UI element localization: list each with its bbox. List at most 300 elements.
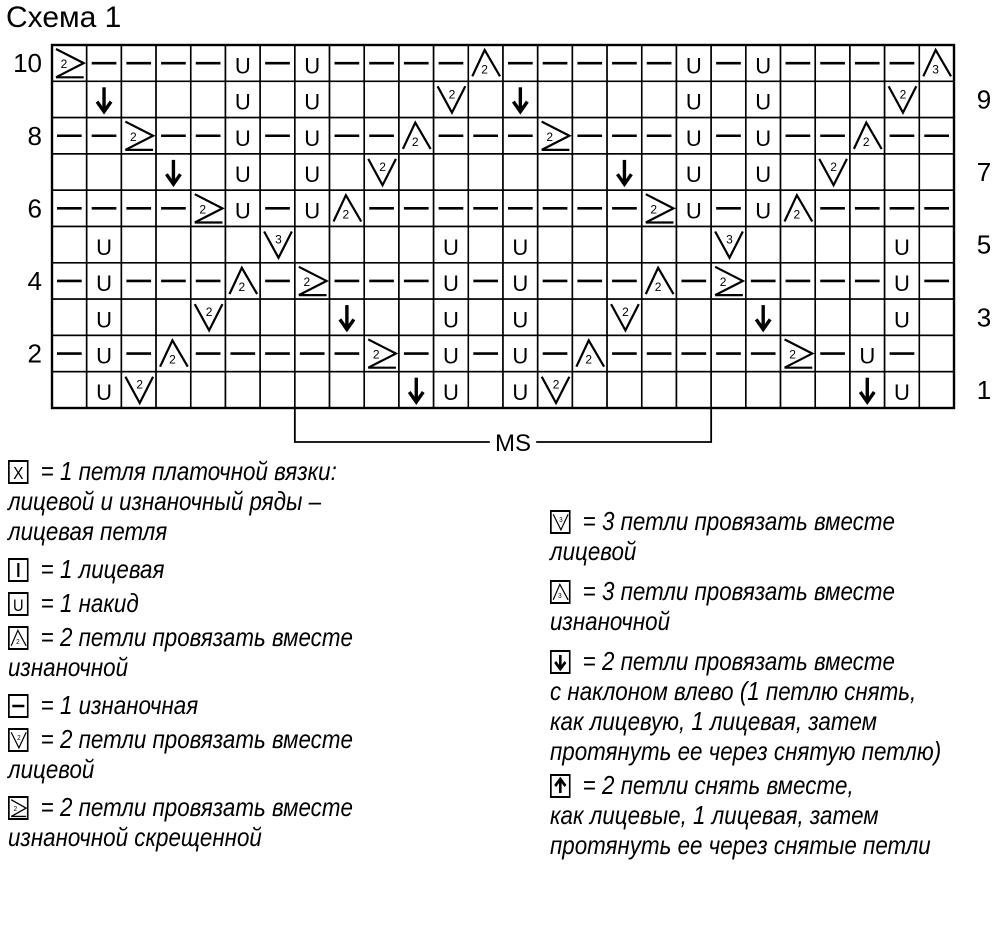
legend-s2kp-text-2: как лицевые, 1 лицевая, затем xyxy=(550,800,879,830)
chart-cell xyxy=(503,190,538,226)
chart-cell xyxy=(399,372,434,408)
legend-ssk xyxy=(550,646,941,676)
chart-cell xyxy=(919,81,954,117)
chart-cell xyxy=(919,227,954,263)
chart-cell xyxy=(52,118,87,154)
chart-cell xyxy=(434,45,469,81)
svg-text:U: U xyxy=(685,89,702,115)
chart-cell xyxy=(191,299,226,335)
purl-two-together-crossed-icon xyxy=(8,796,29,820)
garter-stitch-icon xyxy=(8,460,29,484)
chart-cell xyxy=(711,263,746,299)
chart-cell xyxy=(434,335,469,371)
chart-cell xyxy=(746,372,781,408)
chart-cell xyxy=(919,118,954,154)
legend-k3tog-text-1: = 3 петли провязать вместе xyxy=(582,506,895,536)
chart-cell xyxy=(850,263,885,299)
chart-cell xyxy=(815,154,850,190)
chart-cell xyxy=(121,190,156,226)
chart-cell xyxy=(434,372,469,408)
chart-cell xyxy=(885,190,920,226)
svg-text:2: 2 xyxy=(830,159,837,174)
chart-cell xyxy=(260,227,295,263)
chart-cell xyxy=(676,263,711,299)
chart-cell xyxy=(87,118,122,154)
chart-cell xyxy=(364,81,399,117)
svg-text:2: 2 xyxy=(546,129,554,144)
chart-cell xyxy=(781,154,816,190)
chart-cell xyxy=(87,227,122,263)
chart-cell xyxy=(468,190,503,226)
svg-text:U: U xyxy=(96,343,112,369)
svg-text:2: 2 xyxy=(585,352,593,367)
chart-cell xyxy=(121,299,156,335)
chart-cell xyxy=(503,45,538,81)
chart-cell xyxy=(815,263,850,299)
chart-cell xyxy=(885,45,920,81)
svg-text:U: U xyxy=(685,125,702,151)
chart-cell xyxy=(572,299,607,335)
chart-cell xyxy=(538,81,573,117)
row-number-right: 9 xyxy=(976,84,992,115)
purl-icon xyxy=(8,694,29,718)
chart-cell xyxy=(330,335,365,371)
svg-text:2: 2 xyxy=(13,805,18,814)
legend-left xyxy=(8,456,353,852)
chart-cell xyxy=(399,154,434,190)
chart-cell xyxy=(607,227,642,263)
chart-cell xyxy=(538,263,573,299)
svg-text:U: U xyxy=(234,162,251,188)
chart-cell xyxy=(52,372,87,408)
chart-cell xyxy=(295,81,330,117)
legend-p3tog-text-1: = 3 петли провязать вместе xyxy=(582,576,895,606)
chart-cell xyxy=(191,45,226,81)
chart-cell xyxy=(676,335,711,371)
chart-cell xyxy=(364,263,399,299)
row-number-left: 8 xyxy=(27,120,42,151)
legend-k2tog-text-1: = 2 петли провязать вместе xyxy=(40,724,353,754)
svg-text:U: U xyxy=(512,234,529,260)
svg-text:2: 2 xyxy=(448,87,456,102)
row-number-right: 3 xyxy=(976,302,992,333)
legend-p3tog xyxy=(550,576,941,606)
chart-cell xyxy=(781,190,816,226)
svg-text:U: U xyxy=(13,597,24,616)
chart-cell xyxy=(538,299,573,335)
svg-text:2: 2 xyxy=(130,129,137,144)
chart-cell xyxy=(850,227,885,263)
svg-text:2: 2 xyxy=(238,280,246,295)
chart-cell xyxy=(815,372,850,408)
legend-purl-text: = 1 изнаночная xyxy=(40,690,199,720)
chart-cell xyxy=(572,335,607,371)
chart-cell xyxy=(538,335,573,371)
chart-cell xyxy=(711,81,746,117)
chart-cell xyxy=(399,45,434,81)
svg-text:U: U xyxy=(96,271,112,297)
legend-s2kp xyxy=(550,770,941,800)
svg-text:U: U xyxy=(96,234,112,260)
chart-cell xyxy=(191,154,226,190)
svg-text:2: 2 xyxy=(789,347,796,362)
legend-right xyxy=(550,506,941,860)
svg-text:U: U xyxy=(755,125,772,151)
chart-cell xyxy=(607,118,642,154)
chart-cell xyxy=(503,372,538,408)
chart-cell xyxy=(434,190,469,226)
chart-cell xyxy=(850,299,885,335)
legend-p2tog-text-2: изнаночной xyxy=(8,652,129,682)
svg-text:U: U xyxy=(234,198,251,224)
knit-two-together-icon xyxy=(8,728,29,752)
chart-cell xyxy=(711,227,746,263)
chart-cell xyxy=(746,190,781,226)
chart-cell xyxy=(538,372,573,408)
svg-text:U: U xyxy=(685,198,702,224)
chart-cell xyxy=(607,154,642,190)
chart-cell xyxy=(572,263,607,299)
row-number-left: 4 xyxy=(27,265,42,296)
chart-cell xyxy=(52,299,87,335)
svg-text:2: 2 xyxy=(622,305,629,320)
svg-text:U: U xyxy=(755,198,772,224)
svg-text:U: U xyxy=(234,53,251,79)
chart-cell xyxy=(295,227,330,263)
chart-cell xyxy=(399,81,434,117)
legend-p3tog-text-2: изнаночной xyxy=(550,606,671,636)
chart-cell xyxy=(642,81,677,117)
chart-cell xyxy=(746,335,781,371)
svg-text:U: U xyxy=(443,343,459,369)
chart-cell xyxy=(364,227,399,263)
svg-text:3: 3 xyxy=(275,232,282,247)
chart-cell xyxy=(52,190,87,226)
chart-cell xyxy=(885,227,920,263)
svg-text:U: U xyxy=(96,307,112,333)
legend-k3tog xyxy=(550,506,941,536)
chart-cell xyxy=(364,45,399,81)
chart-cell xyxy=(225,154,260,190)
chart-cell xyxy=(295,263,330,299)
chart-cell xyxy=(156,118,191,154)
chart-cell xyxy=(711,154,746,190)
svg-text:2: 2 xyxy=(342,207,350,222)
chart-cell xyxy=(503,263,538,299)
chart-cell xyxy=(468,118,503,154)
chart-cell xyxy=(885,154,920,190)
chart-cell xyxy=(364,190,399,226)
chart-cell xyxy=(330,81,365,117)
chart-cell xyxy=(52,45,87,81)
chart-cell xyxy=(330,299,365,335)
chart-cell xyxy=(538,227,573,263)
chart-cell xyxy=(295,335,330,371)
chart-cell xyxy=(538,118,573,154)
chart-cell xyxy=(364,118,399,154)
chart-cell xyxy=(156,190,191,226)
chart-cell xyxy=(295,190,330,226)
chart-cell xyxy=(781,118,816,154)
chart-cell xyxy=(260,299,295,335)
svg-text:U: U xyxy=(894,234,910,260)
chart-cell xyxy=(468,263,503,299)
svg-text:2: 2 xyxy=(899,87,907,102)
svg-text:2: 2 xyxy=(205,305,213,320)
chart-cell xyxy=(330,372,365,408)
legend-garter xyxy=(8,456,353,486)
chart-cell xyxy=(468,372,503,408)
chart-cell xyxy=(434,154,469,190)
legend-k2tog xyxy=(8,724,353,754)
chart-cell xyxy=(815,81,850,117)
row-number-left: 2 xyxy=(27,338,42,369)
legend-garter-text-1: = 1 петля платочной вязки: xyxy=(40,456,337,486)
svg-text:U: U xyxy=(512,307,529,333)
chart-cell xyxy=(156,227,191,263)
chart-cell xyxy=(399,299,434,335)
chart-cell xyxy=(468,335,503,371)
svg-text:2: 2 xyxy=(169,352,176,367)
svg-text:U: U xyxy=(755,89,772,115)
chart-cell xyxy=(642,45,677,81)
chart-cell xyxy=(850,372,885,408)
chart-cell xyxy=(919,299,954,335)
chart-cell xyxy=(260,335,295,371)
chart-cell xyxy=(330,154,365,190)
row-number-right: 7 xyxy=(976,157,992,188)
chart-cell xyxy=(87,263,122,299)
chart-cell xyxy=(503,81,538,117)
chart-cell xyxy=(468,45,503,81)
svg-text:2: 2 xyxy=(372,347,380,362)
chart-cell xyxy=(330,118,365,154)
knit-three-together-icon xyxy=(550,510,571,534)
chart-cell xyxy=(121,118,156,154)
row-number-left: 10 xyxy=(13,48,42,79)
svg-text:U: U xyxy=(443,271,459,297)
chart-cell xyxy=(815,118,850,154)
chart-cell xyxy=(607,190,642,226)
legend-s2kp-text-3: протянуть ее через снятые петли xyxy=(550,830,931,860)
chart-cell xyxy=(330,263,365,299)
chart-cell xyxy=(572,118,607,154)
chart-cell xyxy=(781,299,816,335)
chart-cell xyxy=(434,263,469,299)
chart-cell xyxy=(225,335,260,371)
chart-cell xyxy=(781,263,816,299)
chart-cell xyxy=(121,263,156,299)
chart-cell xyxy=(225,227,260,263)
chart-cell xyxy=(503,335,538,371)
legend-ssk-text-2: с наклоном влево (1 петлю снять, xyxy=(550,676,917,706)
chart-cell xyxy=(330,227,365,263)
chart-cell xyxy=(746,81,781,117)
chart-cell xyxy=(919,154,954,190)
svg-text:U: U xyxy=(685,53,702,79)
chart-cell xyxy=(885,335,920,371)
chart-cell xyxy=(850,335,885,371)
chart-cell xyxy=(121,45,156,81)
svg-text:2: 2 xyxy=(17,734,21,742)
chart-cell xyxy=(746,227,781,263)
legend-p2tog-text-1: = 2 петли провязать вместе xyxy=(40,622,353,652)
chart-cell xyxy=(642,154,677,190)
chart-cell xyxy=(156,299,191,335)
chart-cell xyxy=(503,118,538,154)
chart-cell xyxy=(399,190,434,226)
chart-cell xyxy=(87,81,122,117)
legend-k2tog-text-2: лицевой xyxy=(8,754,95,784)
chart-cell xyxy=(191,372,226,408)
chart-cell xyxy=(572,81,607,117)
chart-cell xyxy=(711,299,746,335)
svg-text:U: U xyxy=(512,271,529,297)
chart-cell xyxy=(225,190,260,226)
chart-cell xyxy=(711,190,746,226)
chart-cell xyxy=(260,45,295,81)
svg-text:2: 2 xyxy=(60,57,68,72)
chart-cell xyxy=(538,45,573,81)
legend-knit xyxy=(8,554,353,584)
chart-cell xyxy=(815,299,850,335)
chart-cell xyxy=(156,81,191,117)
chart-cell xyxy=(295,45,330,81)
knit-icon xyxy=(8,558,29,582)
chart-cell xyxy=(676,372,711,408)
svg-text:U: U xyxy=(859,343,876,369)
chart-cell xyxy=(607,81,642,117)
chart-cell xyxy=(295,372,330,408)
svg-text:U: U xyxy=(443,307,459,333)
svg-text:3: 3 xyxy=(559,516,563,524)
svg-text:U: U xyxy=(234,89,251,115)
s2kp-up-arrow-icon xyxy=(550,774,571,798)
chart-cell xyxy=(121,227,156,263)
chart-cell xyxy=(468,81,503,117)
chart-cell xyxy=(572,372,607,408)
chart-cell xyxy=(642,299,677,335)
legend-ssk-text-3: как лицевую, 1 лицевая, затем xyxy=(550,706,878,736)
chart-cell xyxy=(642,372,677,408)
chart-cell xyxy=(781,45,816,81)
chart-cell xyxy=(52,227,87,263)
legend-purl xyxy=(8,690,353,720)
svg-text:2: 2 xyxy=(481,62,488,77)
legend-garter-text-3: лицевая петля xyxy=(8,516,168,546)
svg-text:2: 2 xyxy=(650,202,658,217)
svg-text:2: 2 xyxy=(719,274,727,289)
chart-cell xyxy=(885,263,920,299)
svg-text:U: U xyxy=(234,125,251,151)
chart-cell xyxy=(607,372,642,408)
chart-cell xyxy=(746,154,781,190)
chart-cell xyxy=(225,299,260,335)
chart-cell xyxy=(364,154,399,190)
chart-cell xyxy=(711,118,746,154)
legend-p2tog-tbl-text-1: = 2 петли провязать вместе xyxy=(40,792,353,822)
chart-title: Схема 1 xyxy=(6,1,122,34)
chart-cell xyxy=(225,81,260,117)
chart-cell xyxy=(434,227,469,263)
legend-garter-text-2: лицевой и изнаночный ряды – xyxy=(8,486,322,516)
chart-cell xyxy=(642,190,677,226)
svg-text:2: 2 xyxy=(793,207,801,222)
chart-cell xyxy=(87,190,122,226)
chart-cell xyxy=(781,335,816,371)
svg-text:X: X xyxy=(13,462,24,484)
yarn-over-icon xyxy=(8,592,29,616)
chart-cell xyxy=(850,154,885,190)
legend-yo-text: = 1 накид xyxy=(40,588,139,618)
chart-cell xyxy=(399,227,434,263)
legend-yo xyxy=(8,588,353,618)
chart-cell xyxy=(607,299,642,335)
svg-text:2: 2 xyxy=(862,134,870,149)
chart-cell xyxy=(260,118,295,154)
chart-cell xyxy=(746,263,781,299)
chart-cell xyxy=(225,263,260,299)
chart-cell xyxy=(676,154,711,190)
svg-text:2: 2 xyxy=(411,134,419,149)
legend-p2tog-tbl-text-2: изнаночной скрещенной xyxy=(8,822,262,852)
chart-cell xyxy=(330,190,365,226)
chart-cell xyxy=(399,335,434,371)
chart-cell xyxy=(642,335,677,371)
chart-cell xyxy=(815,190,850,226)
svg-text:2: 2 xyxy=(654,280,662,295)
chart-cell xyxy=(156,263,191,299)
chart-cell xyxy=(572,154,607,190)
chart-cell xyxy=(676,227,711,263)
chart-cell xyxy=(885,372,920,408)
chart-cell xyxy=(52,335,87,371)
chart-cell xyxy=(295,154,330,190)
chart-cell xyxy=(503,299,538,335)
chart-cell xyxy=(87,45,122,81)
chart-cell xyxy=(399,263,434,299)
chart-cell xyxy=(781,372,816,408)
chart-cell xyxy=(434,299,469,335)
svg-text:U: U xyxy=(755,53,772,79)
chart-cell xyxy=(676,81,711,117)
chart-cell xyxy=(364,335,399,371)
legend-p2tog xyxy=(8,622,353,652)
chart-cell xyxy=(434,118,469,154)
svg-text:3: 3 xyxy=(726,232,733,247)
chart-cell xyxy=(364,372,399,408)
purl-three-together-icon xyxy=(550,580,571,604)
chart-cell xyxy=(885,299,920,335)
legend-p2tog-tbl xyxy=(8,792,353,822)
chart-cell xyxy=(642,227,677,263)
chart-cell xyxy=(225,372,260,408)
chart-cell xyxy=(468,227,503,263)
chart-cell xyxy=(572,227,607,263)
legend-s2kp-text-1: = 2 петли снять вместе, xyxy=(582,770,854,800)
chart-cell xyxy=(52,81,87,117)
chart-cell xyxy=(850,118,885,154)
svg-text:2: 2 xyxy=(199,202,207,217)
chart-cell xyxy=(121,372,156,408)
chart-cell xyxy=(572,190,607,226)
chart-cell xyxy=(191,227,226,263)
chart-cell xyxy=(919,45,954,81)
chart-cell xyxy=(364,299,399,335)
chart-cell xyxy=(746,118,781,154)
chart-cell xyxy=(87,299,122,335)
chart-cell xyxy=(919,190,954,226)
